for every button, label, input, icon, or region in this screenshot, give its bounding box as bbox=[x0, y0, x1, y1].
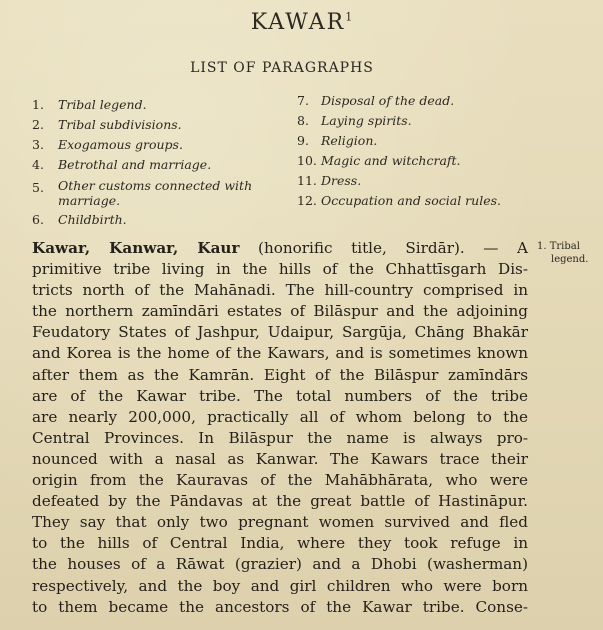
list-item-number: 3. bbox=[32, 137, 44, 152]
list-item-number: 1. bbox=[32, 97, 44, 112]
body-line: Feudatory States of Jashpur, Udaipur, Sargūja, Chāng Bhakār bbox=[32, 323, 528, 342]
body-line: the houses of a Rāwat (grazier) and a Dhobi (washerman) bbox=[32, 555, 528, 574]
list-item-text bbox=[58, 178, 282, 208]
body-line: to them became the ancestors of the Kawar tribe. Conse- bbox=[32, 597, 528, 616]
paragraph-list-right-column bbox=[297, 91, 567, 211]
body-line: defeated by the Pāndavas at the great battle of Hastināpur. bbox=[32, 492, 528, 511]
list-item-text: Childbirth. bbox=[58, 212, 127, 227]
margin-note bbox=[537, 240, 603, 266]
list-item bbox=[32, 95, 282, 115]
list-item-number: 10. bbox=[297, 153, 317, 168]
list-item-number: 7. bbox=[297, 93, 309, 108]
body-line: tricts north of the Mahānadi. The hill-country comprised in bbox=[32, 281, 528, 300]
body-line: Central Provinces. In Bilāspur the name is always pro- bbox=[32, 428, 528, 447]
list-item-number: 11. bbox=[297, 173, 317, 188]
list-item bbox=[32, 155, 282, 175]
body-line: origin from the Kauravas of the Mahābhārata, who were bbox=[32, 471, 528, 490]
list-item-text: Laying spirits. bbox=[321, 113, 412, 128]
paragraph-list-left-column bbox=[32, 95, 282, 230]
list-item bbox=[297, 151, 567, 171]
body-line: the northern zamīndāri estates of Bilāspur and the adjoining bbox=[32, 302, 528, 321]
list-item-text: Occupation and social rules. bbox=[321, 193, 501, 208]
body-line: to the hills of Central India, where they took refuge in bbox=[32, 534, 528, 553]
list-item-number: 6. bbox=[32, 212, 44, 227]
list-item-text: Exogamous groups. bbox=[58, 137, 183, 152]
body-line: are of the Kawar tribe. The total numbers of the tribe bbox=[32, 386, 528, 405]
list-item-number: 5. bbox=[32, 180, 44, 195]
body-line: primitive tribe living in the hills of the Chhattīsgarh Dis- bbox=[32, 260, 528, 279]
body-line: after them as the Kamrān. Eight of the Bilāspur zamīndārs bbox=[32, 365, 528, 384]
chapter-title bbox=[0, 10, 603, 35]
body-line: nounced with a nasal as Kanwar. The Kawars trace their bbox=[32, 449, 528, 468]
body-line: and Korea is the home of the Kawars, and is sometimes known bbox=[32, 344, 528, 363]
list-item bbox=[32, 208, 282, 230]
margin-note-line1: 1. Tribal bbox=[537, 241, 580, 252]
body-line: They say that only two pregnant women survived and fled bbox=[32, 513, 528, 532]
margin-note-line2: legend. bbox=[551, 254, 589, 265]
list-item-text: Tribal subdivisions. bbox=[58, 117, 182, 132]
footnote-marker: 1 bbox=[345, 10, 353, 24]
chapter-title-text: KAWAR bbox=[250, 10, 346, 35]
list-item-text: Dress. bbox=[321, 173, 362, 188]
body-line: respectively, and the boy and girl children who were born bbox=[32, 576, 528, 595]
list-item-number: 9. bbox=[297, 133, 309, 148]
body-line bbox=[32, 238, 528, 259]
list-item bbox=[32, 135, 282, 155]
list-item-text: Religion. bbox=[321, 133, 378, 148]
list-item bbox=[32, 115, 282, 135]
list-item-number: 8. bbox=[297, 113, 309, 128]
list-item bbox=[297, 191, 567, 211]
list-item-text: Betrothal and marriage. bbox=[58, 157, 212, 172]
body-line: are nearly 200,000, practically all of whom belong to the bbox=[32, 407, 528, 426]
list-item bbox=[297, 111, 567, 131]
list-item bbox=[32, 175, 282, 208]
body-paragraph bbox=[32, 238, 528, 618]
body-line-text: (honorific title, Sirdār). — A bbox=[239, 239, 528, 257]
list-item-text: Tribal legend. bbox=[58, 97, 147, 112]
list-item-text-line1: Other customs connected with bbox=[58, 178, 253, 193]
list-item bbox=[297, 91, 567, 111]
list-item-number: 2. bbox=[32, 117, 44, 132]
list-item-number: 12. bbox=[297, 193, 317, 208]
list-item-text: Disposal of the dead. bbox=[321, 93, 455, 108]
list-item-text-line2: marriage. bbox=[58, 193, 121, 208]
list-item-text: Magic and witchcraft. bbox=[321, 153, 461, 168]
list-item bbox=[297, 171, 567, 191]
list-item bbox=[297, 131, 567, 151]
list-of-paragraphs-heading: LIST OF PARAGRAPHS bbox=[190, 60, 374, 76]
list-item-number: 4. bbox=[32, 157, 44, 172]
headword: Kawar, Kanwar, Kaur bbox=[32, 239, 240, 257]
